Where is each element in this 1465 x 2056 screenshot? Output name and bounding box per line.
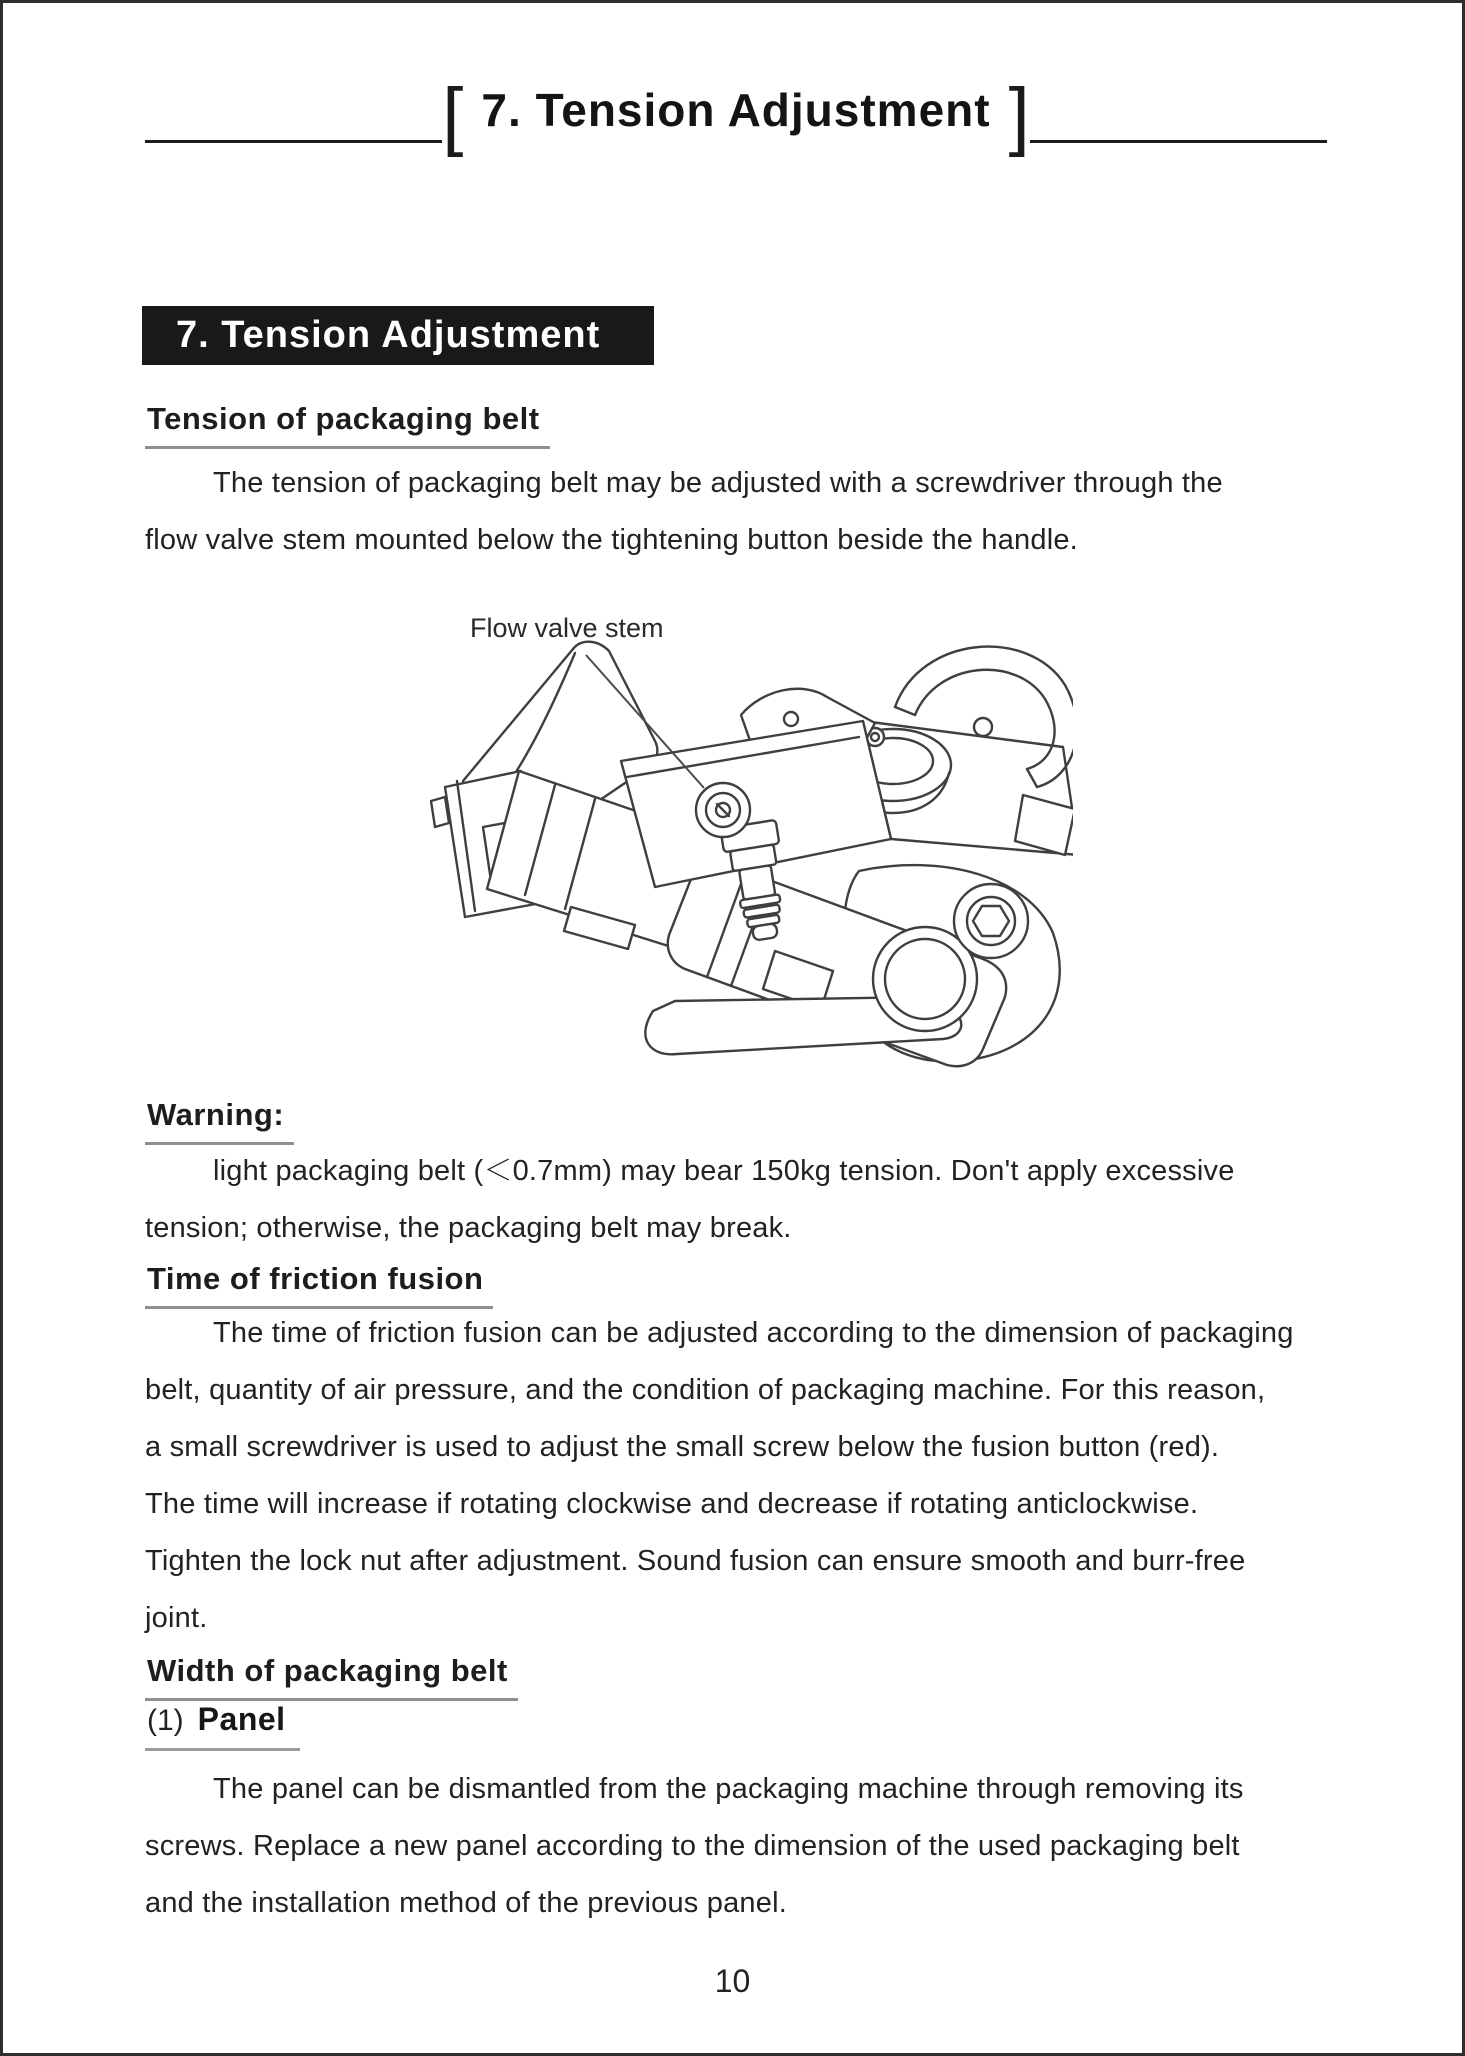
page-number: 10 (714, 1963, 751, 1999)
text-line: flow valve stem mounted below the tightening button beside the handle. (145, 524, 1078, 556)
chapter-header (145, 73, 1327, 158)
text-line: screws. Replace a new panel according to the dimension of the used packaging belt (145, 1830, 1240, 1862)
figure-strapping-tool (423, 619, 1073, 1081)
heading-tension-of-packaging-belt: Tension of packaging belt (145, 401, 550, 449)
list-item-panel (145, 1701, 300, 1751)
chapter-title: 7. Tension Adjustment (481, 84, 991, 136)
text-line: a small screwdriver is used to adjust the small screw below the fusion button (red). (145, 1431, 1220, 1463)
header-rule-right (1030, 140, 1327, 143)
paragraph-tension (145, 455, 1223, 569)
heading-warning: Warning: (145, 1097, 294, 1145)
text-line: The time of friction fusion can be adjusted according to the dimension of packaging (213, 1317, 1294, 1349)
text-line: belt, quantity of air pressure, and the condition of packaging machine. For this reason, (145, 1374, 1266, 1406)
section-title-bar (142, 306, 654, 365)
text-line: light packaging belt (＜0.7mm) may bear 150kg tension. Don't apply excessive (213, 1155, 1235, 1187)
list-item-number: (1) (147, 1704, 184, 1737)
text-line: Tighten the lock nut after adjustment. Sound fusion can ensure smooth and burr-free (145, 1545, 1246, 1577)
text-line: joint. (145, 1602, 208, 1634)
heading-width-of-packaging-belt: Width of packaging belt (145, 1653, 518, 1701)
paragraph-fusion (145, 1305, 1294, 1647)
text-line: The tension of packaging belt may be adjusted with a screwdriver through the (213, 467, 1223, 499)
paragraph-warning (145, 1143, 1235, 1257)
section-title: 7. Tension Adjustment (176, 314, 601, 356)
text-line: The time will increase if rotating clockwise and decrease if rotating anticlockwise. (145, 1488, 1199, 1520)
list-item-title: Panel (197, 1701, 286, 1737)
figure-callout-label: Flow valve stem (470, 613, 664, 643)
text-line: tension; otherwise, the packaging belt may break. (145, 1212, 792, 1244)
heading-time-of-friction-fusion: Time of friction fusion (145, 1261, 493, 1309)
right-bracket: ] (1008, 73, 1030, 158)
text-line: The panel can be dismantled from the packaging machine through removing its (213, 1773, 1244, 1805)
strapping-tool-illustration (423, 619, 1073, 1081)
header-rule-left (145, 140, 442, 143)
left-bracket: [ (442, 73, 464, 158)
text-line: and the installation method of the previous panel. (145, 1887, 787, 1919)
paragraph-panel (145, 1761, 1244, 1932)
